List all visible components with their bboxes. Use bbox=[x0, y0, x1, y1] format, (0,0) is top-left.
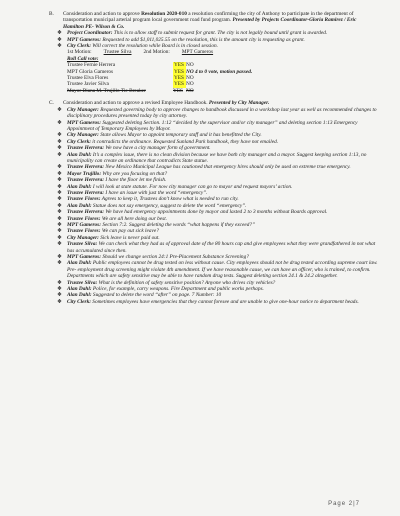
vote-row: Trustee Elva Flores YES NO bbox=[67, 75, 194, 82]
diamond-bullet-icon: ❖ bbox=[57, 30, 62, 37]
bullet-item bbox=[57, 260, 378, 279]
second-motion-label: 2nd Motion: bbox=[143, 49, 170, 56]
diamond-bullet-icon: ❖ bbox=[57, 170, 62, 177]
bullet-item bbox=[57, 107, 378, 120]
speaker-name: Trustee Silva: bbox=[67, 241, 98, 248]
roll-call-label: Roll Call vote: bbox=[67, 55, 99, 62]
diamond-bullet-icon: ❖ bbox=[57, 119, 62, 126]
diamond-bullet-icon: ❖ bbox=[57, 298, 62, 305]
vote-result: NO 4 to 0 vote, motion passed. bbox=[186, 68, 253, 75]
speaker-name: Mayor Trujillo: bbox=[67, 170, 102, 177]
section-c-presenter: Presented by City Manager. bbox=[208, 100, 270, 107]
roll-call-vote bbox=[67, 56, 378, 94]
page-number: Page 2|7 bbox=[328, 500, 360, 507]
speaker-name: Trustee Flores: bbox=[67, 196, 101, 203]
bullet-text: New Mexico Municipal League has cautioned that emergency hires should only be used on extreme true emergency. bbox=[104, 164, 351, 171]
diamond-bullet-icon: ❖ bbox=[57, 43, 62, 50]
bullet-text: What is the definition of safety sensitive position? Anyone who drives city vehicles? bbox=[97, 279, 276, 286]
diamond-bullet-icon: ❖ bbox=[57, 196, 62, 203]
diamond-bullet-icon: ❖ bbox=[57, 145, 62, 152]
vote-row: Trustee Javier Silva YES NO bbox=[67, 81, 194, 88]
diamond-bullet-icon: ❖ bbox=[57, 164, 62, 171]
speaker-name: Trustee Herrera: bbox=[67, 145, 105, 152]
diamond-bullet-icon: ❖ bbox=[57, 132, 62, 139]
diamond-bullet-icon: ❖ bbox=[57, 151, 62, 158]
speaker-name: Alan Dahl: bbox=[67, 202, 92, 209]
diamond-bullet-icon: ❖ bbox=[57, 36, 62, 43]
diamond-bullet-icon: ❖ bbox=[57, 286, 62, 293]
bullet-text: Sometimes employees have emergencies that they cannot foresee and are unable to give one-hour notice to department heads. bbox=[90, 298, 359, 305]
diamond-bullet-icon: ❖ bbox=[57, 183, 62, 190]
bullet-text: I have an issue with just the word “emergency”. bbox=[104, 189, 208, 196]
bullet-text: I have the floor let me finish. bbox=[104, 177, 167, 184]
vote-row: MPT Gloria Gameros YES NO 4 to 0 vote, motion passed. bbox=[67, 69, 378, 75]
yes-highlight: YES bbox=[174, 75, 185, 82]
speaker-name: Trustee Herrera: bbox=[67, 189, 105, 196]
bullet-text: Statue does not say emergency, suggest to delete the word “emergency”. bbox=[91, 202, 247, 209]
bullet-text: Agrees to keep it, Trustees don’t know what is needed to run city. bbox=[100, 196, 239, 203]
diamond-bullet-icon: ❖ bbox=[57, 209, 62, 216]
diamond-bullet-icon: ❖ bbox=[57, 279, 62, 286]
bullet-text: It’s a complex issue, there is no clean division because we have both city manager and a mayor. Suggest keeping section 1:13, no municipality can create an ordinance that contradicts State statue. bbox=[67, 151, 367, 164]
speaker-name: Alan Dahl: bbox=[67, 292, 92, 299]
speaker-name: City Clerk: bbox=[67, 138, 91, 145]
bullet-text: Police, for example, carry weapons. Fire Department and public works perhaps. bbox=[91, 286, 264, 293]
bullet-text: State allows Mayor to appoint temporary staff and it has benefitted the City. bbox=[98, 132, 262, 139]
section-b-letter: B. bbox=[49, 11, 54, 17]
speaker-name: Alan Dahl: bbox=[67, 260, 92, 267]
speaker-name: City Clerk: bbox=[67, 298, 91, 305]
speaker-name: Alan Dahl: bbox=[67, 183, 92, 190]
diamond-bullet-icon: ❖ bbox=[57, 177, 62, 184]
speaker-name: Trustee Flores: bbox=[67, 228, 101, 235]
yes-highlight: YES bbox=[174, 62, 185, 69]
bullet-item: ❖ MPT Gameros: Requested to add $1,011,025.55 on the resolution, this is the amount city is requesting as grant. bbox=[57, 36, 305, 43]
bullet-item bbox=[57, 241, 378, 254]
diamond-bullet-icon: ❖ bbox=[57, 234, 62, 241]
yes-highlight: YES bbox=[174, 81, 185, 88]
bullet-text: Sick leave is never paid out. bbox=[98, 234, 160, 241]
bullet-text: We have had emergency appointments done by mayor and lasted 2 to 3 months without Boards approval. bbox=[104, 209, 328, 216]
section-c-letter: C. bbox=[49, 100, 54, 107]
diamond-bullet-icon: ❖ bbox=[57, 254, 62, 261]
speaker-name: Trustee Silva: bbox=[67, 279, 98, 286]
bullet-text: I will look at state statute. For now city manager can go to mayor and request mayors’ action. bbox=[91, 183, 293, 190]
section-b-presenter: Presented by Projects Coordinator-Gloria Ramirez / Eric Hamilton PE- Wilson & Co. bbox=[63, 17, 357, 30]
bullet-text: Suggested to delete the word “after” on page. 7 Number: 10 bbox=[91, 292, 222, 299]
bullet-text: it contradicts the ordinance. Requested Sunland Park handbook, they have not emailed. bbox=[90, 138, 279, 145]
section-c-text: Consideration and action to approve a revised Employee Handbook. Presented by City Manager. bbox=[63, 100, 270, 107]
first-motion-label: 1st Motion: bbox=[67, 49, 92, 56]
bullet-item bbox=[57, 120, 378, 133]
vote-row: Mayor Diana M. Trujillo Tie Breaker YES NO bbox=[67, 87, 194, 94]
diamond-bullet-icon: ❖ bbox=[57, 202, 62, 209]
bullet-item: ❖ City Clerk: Will correct the resolution while Board is in closed session. bbox=[57, 43, 218, 50]
bullet-text: Why are you focusing on that? bbox=[101, 170, 168, 177]
bullet-text: We are all here doing our best. bbox=[100, 215, 167, 222]
diamond-bullet-icon: ❖ bbox=[57, 228, 62, 235]
speaker-name: MPT Gameros: bbox=[67, 119, 101, 126]
diamond-bullet-icon: ❖ bbox=[57, 215, 62, 222]
bullet-text: Suggested deleting Section. 1:12 “decided by the supervisor and/or city manager” and deleting section 1:13 Emergency Appointment of Temporary Employees by Mayor. bbox=[67, 119, 358, 132]
section-c bbox=[49, 100, 378, 305]
speaker-name: City Manager: bbox=[67, 106, 99, 113]
speaker-name: MPT Gameros: bbox=[67, 222, 101, 228]
speaker-name: MPT Gameros: bbox=[67, 254, 101, 261]
diamond-bullet-icon: ❖ bbox=[57, 189, 62, 196]
bullet-text: Should we change section 24:1 Pre-Placement Substance Screening? bbox=[101, 254, 249, 261]
section-b bbox=[49, 11, 378, 94]
resolution-number: Resolution 2020-010 bbox=[141, 11, 187, 17]
speaker-name: Trustee Herrera: bbox=[67, 177, 105, 184]
bullet-text: We can pay out sick leave? bbox=[100, 228, 159, 235]
speaker-name: Trustee Herrera: bbox=[67, 209, 105, 216]
diamond-bullet-icon: ❖ bbox=[57, 292, 62, 299]
diamond-bullet-icon: ❖ bbox=[57, 260, 62, 267]
section-b-description: a resolution confirming the city of Anthony to participate in the department of transportation municipal arterial program local government road fund program. bbox=[63, 11, 354, 24]
section-b-heading bbox=[49, 11, 378, 30]
diamond-bullet-icon: ❖ bbox=[57, 138, 62, 145]
vote-row: Trustee Fernie Herrera YES NO bbox=[67, 62, 194, 69]
speaker-name: Alan Dahl: bbox=[67, 151, 92, 158]
bullet-text: Public employees cannot be drug tested on less without cause. City employees should not be drug tested according supreme court law. Pre- employment drug screening might violate 4th amendment. If we have reasonable cause, we can have an officer, who is trained, to confirm. Departments which are safety sensitive may be able to have random drug tests. Suggest deleting section 24.1 & 24.2 altogether. bbox=[67, 260, 378, 280]
speaker-name: Trustee Flores: bbox=[67, 215, 101, 222]
bullet-text: We can check what they had as of approval date of the 80 hours cap and give employees what they were grandfathered in not what has accumulated since then. bbox=[67, 241, 376, 254]
bullet-item bbox=[57, 299, 378, 305]
speaker-name: City Manager: bbox=[67, 234, 99, 241]
diamond-bullet-icon: ❖ bbox=[57, 222, 62, 228]
second-motion-value: MPT Gameros bbox=[181, 49, 214, 56]
first-motion-value: Trustee Silva bbox=[103, 49, 132, 56]
bullet-text: We now have a city manager form of government. bbox=[104, 145, 211, 152]
diamond-bullet-icon: ❖ bbox=[57, 106, 62, 113]
speaker-name: Trustee Herrera: bbox=[67, 164, 105, 171]
speaker-name: Alan Dahl: bbox=[67, 286, 92, 293]
section-b-intro: Consideration and action to approve bbox=[63, 11, 142, 17]
bullet-text: Section 7:2. Suggest deleting the words “what happens if they exceed?” bbox=[101, 222, 255, 228]
yes-highlight: YES bbox=[174, 68, 185, 75]
bullet-text: Requested governing body to approve changes to handbook discussed in a workshop last year as well as recommended changes to disciplinary procedures presented today by city attorney. bbox=[67, 106, 377, 120]
bullet-item: ❖ Project Coordinator: This is to allow staff to submit request for grant. The city is not legally bound until grant is awarded. bbox=[57, 30, 328, 37]
section-b-text bbox=[63, 11, 378, 30]
speaker-name: City Manager: bbox=[67, 132, 99, 139]
diamond-bullet-icon: ❖ bbox=[57, 241, 62, 248]
bullet-item bbox=[57, 152, 378, 165]
section-c-bullets bbox=[49, 107, 378, 306]
